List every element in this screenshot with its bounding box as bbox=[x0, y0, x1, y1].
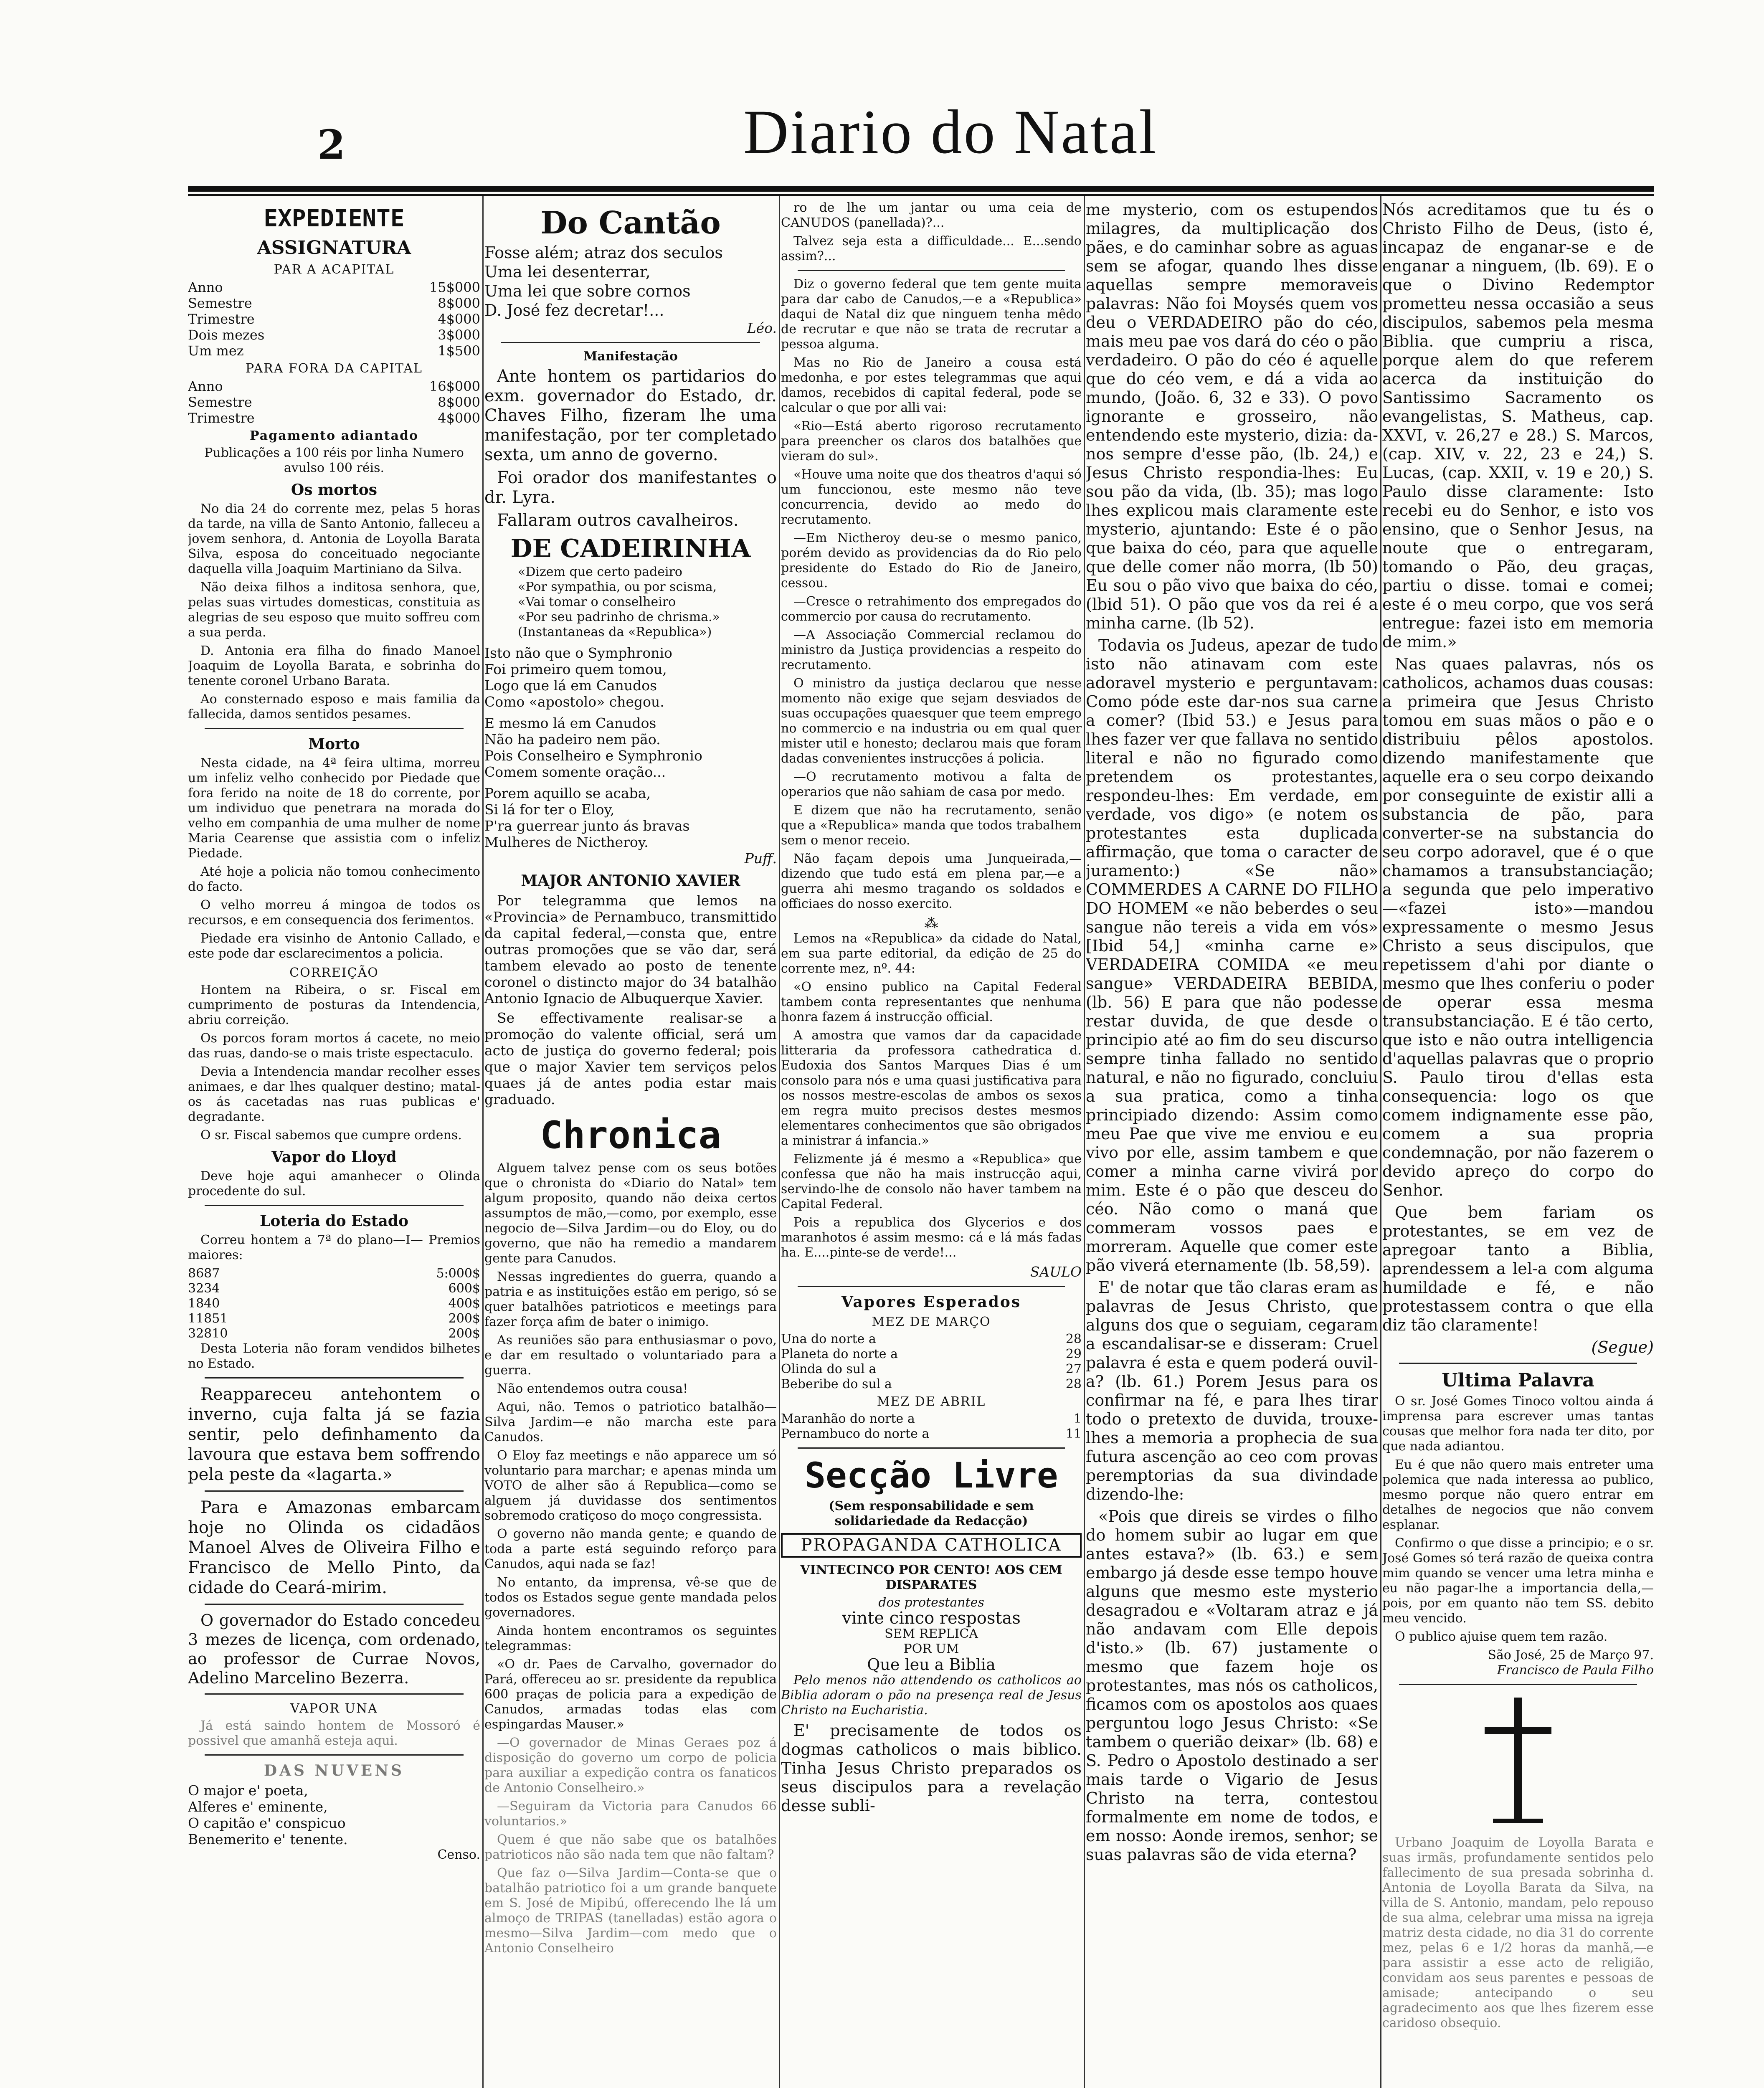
table-row bbox=[781, 1427, 1082, 1442]
paragraph: «Houve uma noite que dos theatros d'aqui só um funccionou, este mesmo não teve concurrencia, devido ao medo do recrutamento. bbox=[781, 467, 1082, 527]
fora-rates-table bbox=[188, 378, 480, 426]
verse-line: «Por sympathia, ou por scisma, bbox=[518, 580, 717, 594]
paragraph: E' precisamente de todos os dogmas catholicos o mais biblico. Tinha Jesus Christo preparados os seus discipulos para a revelação desse subli- bbox=[781, 1721, 1082, 1815]
verse-line: Uma lei que sobre cornos bbox=[484, 282, 691, 300]
row-label: 1840 bbox=[188, 1296, 220, 1311]
row-label: Una do norte a bbox=[781, 1332, 876, 1346]
verse-line: Como «apostolo» chegou. bbox=[484, 694, 664, 710]
verse-line: Não ha padeiro nem pão. bbox=[484, 731, 661, 748]
paragraph: «O dr. Paes de Carvalho, governador do Pará, offereceu ao sr. presidente da republica 600 praças de policia para a expedição de Canudos, armadas todas elas com espingardas Mauser.» bbox=[484, 1657, 777, 1732]
cantao-heading: Do Cantão bbox=[540, 205, 721, 241]
loteria-table bbox=[188, 1266, 480, 1341]
paragraph: me mysterio, com os estupendos milagres, da multiplicação dos pães, e do caminhar sobre as aguas sem se afogar, quando lhes disse aquellas sempre memoraveis palavras: Não foi Moysés quem vos deu o VERDADEIRO pão do céo, mais meu pae vos dará do céo o pão verdadeiro. O pão do céo é aquelle que do céo vem, e dá a vida ao mundo, (João. 6, 32 e 33). O povo ignorante e grosseiro, não entendendo este mysterio, dizia: da-nos sempre d'esse pão, (lb. 24,) e Jesus Christo respondia-lhes: Eu sou pão da vida, (lb. 35); mas logo lhes explicou mais claramente este mysterio, ajuntando: Este é o pão que baixa do céo, para que aquelle que delle comer não morra, (lb 50) Eu sou o pão vivo que baixa do céo, (lbid 51). O pão que vos da rei é a minha carne. (lb 52). bbox=[1086, 200, 1378, 632]
paragraph: Foi orador dos manifestantes o dr. Lyra. bbox=[484, 468, 777, 507]
separator bbox=[205, 1754, 464, 1756]
row-value: 16$000 bbox=[429, 378, 480, 394]
assignatura-heading: ASSIGNATURA bbox=[257, 237, 411, 258]
row-value: 28 bbox=[1065, 1377, 1082, 1391]
column-divider bbox=[1084, 196, 1085, 2088]
paragraph: Lemos na «Republica» da cidade do Natal, em sua parte editorial, da edição de 25 do corrente mez, nº. 44: bbox=[781, 931, 1082, 976]
paragraph: Se effectivamente realisar-se a promoção do valente official, será um acto de justiça do governo federal; pois que o major Xavier tem serviços pelos quaes já de antes podia estar mais graduado. bbox=[484, 1010, 777, 1107]
paragraph: No entanto, da imprensa, vê-se que de todos os Estados segue gente mandada pelos governadores. bbox=[484, 1575, 777, 1620]
cantao-signature: Léo. bbox=[747, 320, 777, 336]
separator bbox=[205, 728, 464, 729]
paragraph: Pois a republica dos Glycerios e dos maranhotos é assim mesmo: cá e lá más fadas ha. E....pinte-se de verde!... bbox=[781, 1215, 1082, 1260]
verse-line: Alferes e' eminente, bbox=[188, 1799, 328, 1815]
table-row bbox=[188, 295, 480, 311]
saulo-signature: SAULO bbox=[1030, 1264, 1082, 1280]
paragraph: «O ensino publico na Capital Federal tambem conta representantes que nenhuma honra fazem á instrucção official. bbox=[781, 980, 1082, 1024]
paragraph: «Pois que direis se virdes o filho do homem subir ao lugar em que antes estava?» (lb. 63.) e sem embargo já desde esse tempo houve alguns que mesmo este mysterio desagradou e «Voltaram atraz e já não andavam com Elle depois d'isto.» (lb. 67) justamente o mesmo que fazem hoje os protestantes, mas nós os catholicos, ficamos com os apostolos aos quaes perguntou logo Jesus Christo: «Se tambem o querião deixar» (lb. 68) e S. Pedro o Apostolo destinado a ser mais tarde o Vigario de Jesus Christo na terra, contestou formalmente em nome de todos, e em nosso: Aonde iremos, senhor; se suas palavras são de vida eterna? bbox=[1086, 1507, 1378, 1864]
table-row bbox=[188, 327, 480, 343]
row-value: 200$ bbox=[448, 1311, 480, 1326]
paragraph: Não façam depois uma Junqueirada,—dizendo que tudo está em plena par,—e a guerra ahi mesmo tragando os soldados e officiaes do nosso exercito. bbox=[781, 851, 1082, 911]
table-row bbox=[188, 394, 480, 410]
paragraph: Ao consternado esposo e mais familia da fallecida, damos sentidos pesames. bbox=[188, 692, 480, 722]
paragraph: Nós acreditamos que tu és o Christo Filho de Deus, (isto é, incapaz de enganar-se e de enganar a ninguem, (lb. 69). E o que o Divino Redemptor prometteu nessa occasião a seus discipulos, sabemos pela mesma Biblia. que cumpriu a risca, porque alem do que referem acerca da instituição do Santissimo Sacramento os evangelistas, S. Matheus, cap. XXVI, v. 26,27 e 28.) S. Marcos, (cap. XIV, v. 22, 23 e 24,) S. Lucas, (cap. XXII, v. 19 e 20,) S. Paulo disse claramente: Isto recebi eu do Senhor, e isto vos ensino, que o Senhor Jesus, na noute que o entregaram, tomando o Pão, deu graças, partiu o disse. tomai e comei; este é o meu corpo, que vos será entregue: fazei isto em memoria de mim.» bbox=[1382, 200, 1654, 651]
paragraph: Ante hontem os partidarios do exm. governador do Estado, dr. Chaves Filho, fizeram lhe uma manifestação, por ter completado sexta, um anno de governo. bbox=[484, 367, 777, 464]
das-nuvens-verse bbox=[188, 1782, 480, 1847]
separator bbox=[501, 342, 760, 343]
paragraph: O publico ajuise quem tem razão. bbox=[1395, 1629, 1608, 1644]
paragraph: Os porcos foram mortos á cacete, no meio das ruas, dando-se o mais triste espectaculo. bbox=[188, 1031, 480, 1061]
seccao-subtitle: (Sem responsabilidade e sem solidariedade da Redacção) bbox=[829, 1499, 1034, 1528]
separator bbox=[205, 1205, 464, 1206]
row-label: Semestre bbox=[188, 295, 252, 311]
verse-line: Porem aquillo se acaba, bbox=[484, 785, 651, 801]
manifestacao-heading: Manifestação bbox=[583, 349, 678, 364]
publicacoes-note: Publicações a 100 réis por linha Numero avulso 100 réis. bbox=[204, 446, 464, 475]
paragraph: As reuniões são para enthusiasmar o povo, e dar em resultado o voluntariado para a guerra. bbox=[484, 1333, 777, 1378]
paragraph: Felizmente já é mesmo a «Republica» que confessa que não ha mais instrucção aqui, servindo-lhe de consolo não haver tambem na Capital Federal. bbox=[781, 1152, 1082, 1211]
vapor-una-heading: VAPOR UNA bbox=[290, 1701, 378, 1716]
verse-line: «Vai tomar o conselheiro bbox=[518, 595, 676, 609]
cadeirinha-verse bbox=[484, 785, 777, 850]
table-row bbox=[188, 1296, 480, 1311]
paragraph: O sr. José Gomes Tinoco voltou ainda á imprensa para escrever umas tantas cousas que melhor fora nada ter dito, por que nada adiantou. bbox=[1382, 1394, 1654, 1454]
row-label: Trimestre bbox=[188, 410, 255, 426]
vapores-table bbox=[781, 1332, 1082, 1392]
ultima-palavra-heading: Ultima Palavra bbox=[1442, 1370, 1594, 1391]
table-row bbox=[188, 410, 480, 426]
row-value: 1 bbox=[1073, 1411, 1082, 1426]
capital-label: PAR A ACAPITAL bbox=[274, 262, 395, 277]
loteria-heading: Loteria do Estado bbox=[260, 1212, 408, 1230]
paragraph: Fallaram outros cavalheiros. bbox=[497, 511, 739, 530]
cadeirinha-verse bbox=[484, 715, 777, 780]
table-row bbox=[781, 1347, 1082, 1362]
paragraph: Diz o governo federal que tem gente muita para dar cabo de Canudos,—e a «Republica» daqui de Natal diz que ninguem tenha mêdo de recrutar e que não se trata de recrutar a pessoa alguma. bbox=[781, 277, 1082, 352]
table-row bbox=[781, 1377, 1082, 1392]
obituary-notice: Urbano Joaquim de Loyolla Barata e suas irmãs, profundamente sentidos pelo fallecimento de sua presada sobrinha d. Antonia de Loyolla Barata da Silva, na villa de S. Antonio, mandam, pelo repouso de sua alma, celebrar uma missa na igreja matriz desta cidade, no dia 31 do corrente mez, pelas 6 e 1/2 horas da manhã,—e para assistir a esse acto de religião, convidam aos seus parentes e pessoas de amisade; antecipando o seu agradecimento aos que lhes fizerem esse caridoso obsequio. bbox=[1382, 1835, 1654, 2030]
column-divider bbox=[779, 196, 780, 2088]
biblia-line: Que leu a Biblia bbox=[867, 1655, 996, 1674]
vapores-month: MEZ DE ABRIL bbox=[877, 1394, 986, 1409]
das-nuvens-heading: DAS NUVENS bbox=[264, 1762, 405, 1779]
paragraph: Talvez seja esta a difficuldade... E...sendo assim?... bbox=[781, 234, 1082, 264]
verse-line: Uma lei desenterrar, bbox=[484, 263, 651, 281]
row-value: 200$ bbox=[448, 1326, 480, 1341]
mortos-heading: Os mortos bbox=[291, 481, 378, 499]
separator bbox=[798, 1286, 1065, 1287]
paragraph: Que faz o—Silva Jardim—Conta-se que o batalhão patriotico foi a um grande banquete em S. José de Mipibú, offerecendo lhe lá um almoço de TRIPAS (tanelladas) estão agora o mesmo—Silva Jardim—com medo que o Antonio Conselheiro bbox=[484, 1866, 777, 1956]
table-row bbox=[188, 1326, 480, 1341]
paragraph: «Rio—Está aberto rigoroso recrutamento para preencher os claros dos batalhões que vieram do sul». bbox=[781, 419, 1082, 464]
lloyd-heading: Vapor do Lloyd bbox=[271, 1148, 397, 1166]
replica-line: SEM REPLICA bbox=[885, 1627, 978, 1641]
row-value: 1$500 bbox=[438, 343, 480, 359]
header-rule-thin bbox=[188, 194, 1654, 196]
column-divider bbox=[1380, 196, 1381, 2088]
vapores-month: MEZ DE MARÇO bbox=[872, 1315, 991, 1329]
paragraph: Correu hontem a 7ª do plano—I— Premios maiores: bbox=[188, 1233, 480, 1262]
table-row bbox=[188, 279, 480, 295]
paragraph: Quem é que não sabe que os batalhões patrioticos não são nada tem que não faltam? bbox=[484, 1832, 777, 1862]
verse-line: O major e' poeta, bbox=[188, 1782, 308, 1799]
vapores-table bbox=[781, 1411, 1082, 1442]
row-value: 4$000 bbox=[438, 311, 480, 327]
paragraph: Aqui, não. Temos o patriotico batalhão—Silva Jardim—e não marcha este para Canudos. bbox=[484, 1400, 777, 1444]
table-row bbox=[781, 1411, 1082, 1427]
row-label: Olinda do sul a bbox=[781, 1362, 877, 1376]
paragraph: Reappareceu antehontem o inverno, cuja falta já se fazia sentir, pelo definhamento da lavoura que estava bem soffrendo pela peste da «lagarta.» bbox=[188, 1385, 480, 1484]
verse-line: Mulheres de Nictheroy. bbox=[484, 834, 649, 850]
paragraph: Desta Loteria não foram vendidos bilhetes no Estado. bbox=[188, 1341, 480, 1371]
paragraph: Hontem na Ribeira, o sr. Fiscal em cumprimento de posturas da Intendencia, abriu correição. bbox=[188, 983, 480, 1027]
row-value: 15$000 bbox=[429, 279, 480, 295]
paragraph: No dia 24 do corrente mez, pelas 5 horas da tarde, na villa de Santo Antonio, falleceu a jovem senhora, d. Antonia de Loyolla Barata Silva, esposa do conceituado negociante daquella villa Joaquim Martiniano da Silva. bbox=[188, 502, 480, 576]
cantao-verse bbox=[484, 243, 777, 320]
vapores-heading: Vapores Esperados bbox=[841, 1293, 1021, 1311]
row-label: Semestre bbox=[188, 394, 252, 410]
verse-line: O capitão e' conspicuo bbox=[188, 1815, 346, 1831]
column-2 bbox=[484, 200, 777, 2088]
separator bbox=[205, 1693, 464, 1695]
cadeirinha-epigraph bbox=[518, 565, 777, 640]
table-row bbox=[188, 1281, 480, 1296]
column-divider bbox=[482, 196, 484, 2088]
paragraph: Já está saindo hontem de Mossoró é possivel que amanhã esteja aqui. bbox=[188, 1718, 480, 1748]
paragraph: O governador do Estado concedeu 3 mezes de licença, com ordenado, ao professor de Currae Novos, Adelino Marcelino Bezerra. bbox=[188, 1611, 480, 1687]
paragraph: —Em Nictheroy deu-se o mesmo panico, porém devido as providencias da do Rio pelo presidente do Estado do Rio de Janeiro, cessou. bbox=[781, 531, 1082, 590]
protestantes-line: dos protestantes bbox=[878, 1595, 984, 1610]
row-value: 8$000 bbox=[438, 295, 480, 311]
asterism: ⁂ bbox=[924, 915, 938, 931]
separator bbox=[1399, 1684, 1637, 1685]
row-label: Planeta do norte a bbox=[781, 1347, 898, 1361]
respostas-line: vinte cinco respostas bbox=[842, 1609, 1021, 1628]
paragraph: Pelo menos não attendendo os catholicos ao Biblia adoram o pão na presença real de Jesus Christo na Eucharistia. bbox=[781, 1673, 1082, 1718]
row-label: Anno bbox=[188, 279, 223, 295]
table-row bbox=[781, 1362, 1082, 1377]
row-label: Pernambuco do norte a bbox=[781, 1427, 930, 1441]
expediente-heading: EXPEDIENTE bbox=[264, 205, 405, 232]
paragraph: Eu é que não quero mais entreter uma polemica que nada interessa ao publico, mesmo porque não quero entrar em detalhes de negocios que não convem esplanar. bbox=[1382, 1457, 1654, 1532]
row-value: 400$ bbox=[448, 1296, 480, 1311]
paragraph: Piedade era visinho de Antonio Callado, e este pode dar esclarecimentos a policia. bbox=[188, 931, 480, 961]
das-nuvens-signature: Censo. bbox=[437, 1847, 480, 1862]
verse-line: Logo que lá em Canudos bbox=[484, 677, 657, 694]
separator bbox=[205, 1377, 464, 1378]
column-5 bbox=[1382, 200, 1654, 2088]
row-value: 28 bbox=[1065, 1332, 1082, 1346]
row-label: 32810 bbox=[188, 1326, 228, 1341]
row-label: Trimestre bbox=[188, 311, 255, 327]
paragraph: O ministro da justiça declarou que nesse momento não exige que sejam desviados de suas occupações quaesquer que teem emprego no commercio e na industria ou em qual quer mister util e honesto; declarou mais que foram dadas convenientes instrucções á policia. bbox=[781, 676, 1082, 766]
separator bbox=[205, 1490, 464, 1492]
paragraph: D. Antonia era filha do finado Manoel Joaquim de Loyolla Barata, e sobrinha do tenente coronel Urbano Barata. bbox=[188, 644, 480, 688]
paragraph: E' de notar que tão claras eram as palavras de Jesus Christo, que alguns dos que o seguiam, cegaram a escandalisar-se e disseram: Cruel palavra é esta e quem poderá ouvil-a? (lb. 61.) Porem Jesus para os confirmar na fé, e para lhes tirar todo o pretexto de duvida, trouxe-lhes a memoria a prophecia de sua futura ascenção ao ceo com provas peremptorias da sua divindade dizendo-lhe: bbox=[1086, 1278, 1378, 1503]
paragraph: Para e Amazonas embarcam hoje no Olinda os cidadãos Manoel Alves de Oliveira Filho e Francisco de Mello Pinto, da cidade do Ceará-mirim. bbox=[188, 1498, 480, 1597]
paragraph: Devia a Intendencia mandar recolher esses animaes, e dar lhes qualquer destino; matal-os ás cacetadas nas ruas publicas e' degradante. bbox=[188, 1064, 480, 1124]
verse-line: «Por seu padrinho de chrisma.» bbox=[518, 610, 720, 624]
cadeirinha-heading: DE CADEIRINHA bbox=[510, 534, 751, 563]
row-label: Um mez bbox=[188, 343, 244, 359]
verse-line: D. José fez decretar!... bbox=[484, 301, 664, 319]
column-4 bbox=[1086, 200, 1378, 2088]
cross-icon bbox=[1476, 1698, 1560, 1823]
row-value: 29 bbox=[1065, 1347, 1082, 1361]
paragraph: O sr. Fiscal sabemos que cumpre ordens. bbox=[200, 1128, 462, 1143]
paragraph: Mas no Rio de Janeiro a cousa está medonha, e por estes telegrammas que aqui damos, recebidos di capital federal, pode se calcular o que por alli vai: bbox=[781, 355, 1082, 415]
row-label: Anno bbox=[188, 378, 223, 394]
morto-heading: Morto bbox=[308, 735, 360, 753]
row-label: Dois mezes bbox=[188, 327, 265, 343]
table-row bbox=[188, 343, 480, 359]
separator bbox=[798, 1447, 1065, 1449]
masthead-title: Diario do Natal bbox=[743, 97, 1158, 167]
row-label: Beberibe do sul a bbox=[781, 1377, 892, 1391]
verse-line: «Dizem que certo padeiro bbox=[518, 565, 682, 579]
vintecinco-heading: VINTECINCO POR CENTO! AOS CEM DISPARATES bbox=[800, 1563, 1062, 1592]
row-value: 5:000$ bbox=[436, 1266, 480, 1281]
table-row bbox=[188, 311, 480, 327]
column-1 bbox=[188, 200, 480, 2088]
capital-rates-table bbox=[188, 279, 480, 359]
ultima-signature: Francisco de Paula Filho bbox=[1497, 1663, 1654, 1677]
correicao-heading: CORREIÇÃO bbox=[289, 965, 379, 980]
paragraph: O Eloy faz meetings e não apparece um só voluntario para marchar; e apenas minda um VOTO de alher são á Republica—como se alguem já duvidasse dos sentimentos sobremodo cratiçoso do moço congressista. bbox=[484, 1448, 777, 1523]
separator bbox=[1399, 1363, 1637, 1364]
verse-line: Foi primeiro quem tomou, bbox=[484, 661, 667, 677]
paragraph: E dizem que não ha recrutamento, senão que a «Republica» manda que todos trabalhem sem o menor receio. bbox=[781, 803, 1082, 848]
paragraph: —A Associação Commercial reclamou do ministro da Justiça providencias a respeito do recrutamento. bbox=[781, 628, 1082, 672]
paragraph: Nesta cidade, na 4ª feira ultima, morreu um infeliz velho conhecido por Piedade que fora ferido na noite de 18 do corrente, por um individuo que penetrara na morada do velho em companhia de uma mulher de nome Maria Cearense que assistia com o infeliz Piedade. bbox=[188, 756, 480, 861]
table-row bbox=[188, 1266, 480, 1281]
table-row bbox=[188, 1311, 480, 1326]
verse-line: Comem somente oração... bbox=[484, 764, 666, 780]
paragraph: Não deixa filhos a inditosa senhora, que, pelas suas virtudes domesticas, constituia as alegrias de seu esposo que muito soffreu com a sua perda. bbox=[188, 580, 480, 640]
paragraph: A amostra que vamos dar da capacidade litteraria da professora cathedratica d. Eudoxia dos Santos Marques Dias é um consolo para nós e uma quasi justificativa para os nossos mestre-escolas de ambos os sexos em regra muito precisos destes mesmos elementares conhecimentos que são obrigados a ministrar á infancia.» bbox=[781, 1028, 1082, 1148]
chronica-heading: Chronica bbox=[540, 1113, 721, 1157]
row-value: 4$000 bbox=[438, 410, 480, 426]
paragraph: —O governador de Minas Geraes poz á disposição do governo um corpo de policia para auxiliar a expedição contra os fanaticos de Antonio Conselheiro.» bbox=[484, 1736, 777, 1795]
paragraph: ro de lhe um jantar ou uma ceia de CANUDOS (panellada)?... bbox=[781, 200, 1082, 230]
row-label: Maranhão do norte a bbox=[781, 1411, 915, 1426]
fora-label: PARA FORA DA CAPITAL bbox=[246, 361, 423, 376]
separator bbox=[798, 270, 1065, 271]
verse-line: Benemerito e' tenente. bbox=[188, 1831, 348, 1847]
paragraph: Nas quaes palavras, nós os catholicos, achamos duas cousas: a primeira que Jesus Christo tomou em suas mãos o pão e o distribuiu pêlos apostolos. dizendo manifestamente que aquelle era o seu corpo deixando por conseguinte de existir alli a substancia de pão, para converter-se na substancia do seu corpo adoravel, que é o que chamamos a transubstanciação; a segunda que pelo imperativo—«fazei isto»—mandou expressamente o mesmo Jesus Christo a seus discipulos, que repetissem d'ahi por diante o mesmo que lhes conferiu o poder de operar essa mesma transubstanciação. E é tão certo, que isto e não outra intelligencia d'aquellas palavras que o proprio S. Paulo tirou d'ellas esta consequencia: logo os que comem indignamente esse pão, comem a sua propria condemnação, por não fazerem o devido apreço do corpo do Senhor. bbox=[1382, 655, 1654, 1199]
paragraph: Deve hoje aqui amanhecer o Olinda procedente do sul. bbox=[188, 1169, 480, 1199]
paragraph: Nessas ingredientes do guerra, quando a patria e as instituições estão em perigo, só se quer batalhões patrioticos e meetings para fazer força afim de bater o inimigo. bbox=[484, 1270, 777, 1329]
verse-line: Isto não que o Symphronio bbox=[484, 645, 672, 661]
paragraph: —Cresce o retrahimento dos empregados do commercio por causa do recrutamento. bbox=[781, 594, 1082, 624]
page-number: 2 bbox=[317, 121, 345, 168]
segue-note: (Segue) bbox=[1591, 1338, 1654, 1356]
column-3 bbox=[781, 200, 1082, 2088]
ultima-date: São José, 25 de Março 97. bbox=[1488, 1648, 1654, 1662]
table-row bbox=[188, 378, 480, 394]
paragraph: —O recrutamento motivou a falta de operarios que não sahiam de casa por medo. bbox=[781, 770, 1082, 799]
row-value: 600$ bbox=[448, 1281, 480, 1296]
paragraph: O governo não manda gente; e quando de toda a parte está seguindo reforço para Canudos, aqui nada se faz! bbox=[484, 1527, 777, 1571]
separator bbox=[205, 1604, 464, 1605]
verse-line: E mesmo lá em Canudos bbox=[484, 715, 656, 731]
paragraph: Até hoje a policia não tomou conhecimento do facto. bbox=[188, 864, 480, 894]
row-value: 3$000 bbox=[438, 327, 480, 343]
verse-line: (Instantaneas da «Republica») bbox=[518, 625, 712, 639]
verse-line: P'ra guerrear junto ás bravas bbox=[484, 818, 690, 834]
paragraph: O velho morreu á mingoa de todos os recursos, e em consequencia dos ferimentos. bbox=[188, 898, 480, 927]
paragraph: Alguem talvez pense com os seus botões que o chronista do «Diario do Natal» tem algum proposito, quando não deixa certos assumptos de mão,—como, por exemplo, esse negocio de—Silva Jardim—ou do Eloy, ou do governo, que não ha remedio a mandarem gente para Canudos. bbox=[484, 1161, 777, 1266]
paragraph: Confirmo o que disse a principio; e o sr. José Gomes só terá razão de queixa contra mim quando se vencer uma letra minha e eu não pagar-lhe a importancia della,—pois, por em quanto não tem SS. debito meu vencido. bbox=[1382, 1536, 1654, 1626]
verse-line: Fosse além; atraz dos seculos bbox=[484, 243, 723, 262]
verse-line: Si lá for ter o Eloy, bbox=[484, 801, 615, 818]
header-rule bbox=[188, 186, 1654, 192]
paragraph: Todavia os Judeus, apezar de tudo isto não atinavam com este adoravel mysterio e perguntavam: Como póde este dar-nos sua carne a comer? (Ibid 53.) e Jesus para lhes fazer ver que fallava no sentido literal e não no figurado como pretendem os protestantes, respondeu-lhes: Em verdade, em verdade, vos digo» (e notem os protestantes esta duplicada affirmação, que toma o caracter de juramento:) «Se não» COMMERDES A CARNE DO FILHO DO HOMEM «e não beberdes o seu sangue não tereis a vida em vós» [Ibid 54,] «minha carne e» VERDADEIRA COMIDA «e meu sangue» VERDADEIRA BEBIDA, (lb. 56) E para que não podesse restar duvida, de que desde o principio até ao fim do seu discurso sempre tinha fallado no sentido natural, e não no figurado, concluiu a sua pratica, como a tinha principiado dizendo: Assim como meu Pae que vive me enviou e eu vivo por elle, assim tambem e que comer a minha carne vivirá por mim. Este é o pão que desceu do céo. Não como o maná que commeram vossos paes e morreram. Aquelle que comer este pão viverá eternamente (lb. 58,59). bbox=[1086, 636, 1378, 1275]
propaganda-banner: PROPAGANDA CATHOLICA bbox=[781, 1533, 1082, 1558]
paragraph: Por telegramma que lemos na «Provincia» de Pernambuco, transmittido da capital federal,—consta que, entre outras promoções que se vão dar, será tambem elevado ao posto de tenente coronel o distincto major do 34 batalhão Antonio Ignacio de Albuquerque Xavier. bbox=[484, 892, 777, 1006]
row-value: 8$000 bbox=[438, 394, 480, 410]
row-value: 27 bbox=[1065, 1362, 1082, 1376]
row-value: 11 bbox=[1065, 1427, 1082, 1441]
porum-line: POR UM bbox=[903, 1642, 959, 1656]
paragraph: Não entendemos outra cousa! bbox=[497, 1381, 688, 1396]
row-label: 11851 bbox=[188, 1311, 228, 1326]
paragraph: Que bem fariam os protestantes, se em vez de apregoar tanto a Biblia, aprendessem a lel-a com alguma humildade e fé, e não protestassem contra o que ella diz tão claramente! bbox=[1382, 1203, 1654, 1334]
paragraph: Ainda hontem encontramos os seguintes telegrammas: bbox=[484, 1624, 777, 1653]
cadeirinha-verse bbox=[484, 645, 777, 710]
table-row bbox=[781, 1332, 1082, 1347]
xavier-heading: MAJOR ANTONIO XAVIER bbox=[521, 872, 740, 889]
cadeirinha-signature: Puff. bbox=[744, 850, 777, 867]
seccao-livre-heading: Secção Livre bbox=[804, 1455, 1058, 1496]
row-label: 3234 bbox=[188, 1281, 220, 1296]
pagamento-note: Pagamento adiantado bbox=[250, 428, 418, 443]
verse-line: Pois Conselheiro e Symphronio bbox=[484, 748, 702, 764]
row-label: 8687 bbox=[188, 1266, 220, 1281]
paragraph: —Seguiram da Victoria para Canudos 66 voluntarios.» bbox=[484, 1799, 777, 1829]
